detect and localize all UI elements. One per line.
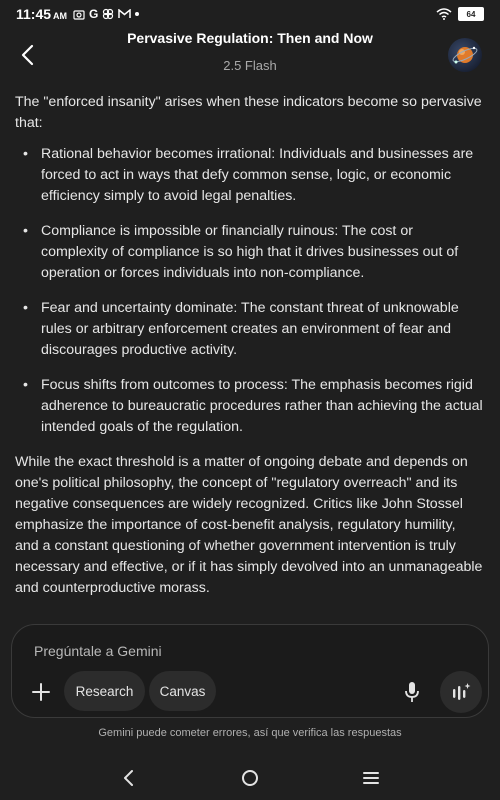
nav-home-button[interactable] <box>236 764 264 792</box>
planet-avatar-icon <box>450 40 480 70</box>
menu-lines-icon <box>363 771 379 785</box>
camera-icon <box>73 9 85 20</box>
conclusion-paragraph: While the exact threshold is a matter of ongoing debate and depends on one's political philosophy, the concept of "regulatory overreach" and its negative consequences are widely recognized. Critics like John Stossel emphasize the importance of cost-benefit analysis, regulatory humility, and a constant questioning of whether government intervention is truly necessary and effective, or if it has simply devolved into an unmanageable and counterproductive morass. <box>15 454 483 596</box>
nav-back-icon <box>122 769 134 787</box>
add-button[interactable] <box>28 679 54 705</box>
system-nav-bar <box>0 760 500 796</box>
status-right <box>436 7 484 21</box>
status-time-group <box>16 6 67 22</box>
status-left <box>16 6 139 22</box>
prompt-composer[interactable] <box>11 624 489 718</box>
intro-paragraph: The "enforced insanity" arises when these indicators become so pervasive that: <box>15 94 482 131</box>
list-item: • Fear and uncertainty dominate: The constant threat of unknowable rules or arbitrary enforcement creates an environment of fear and discourages productive activity. <box>15 298 483 361</box>
plus-icon <box>31 682 51 702</box>
gmail-icon <box>118 9 131 19</box>
canvas-button[interactable]: Canvas <box>149 671 216 711</box>
status-time: 11:45 <box>16 6 52 22</box>
response-content <box>15 92 483 609</box>
bullet-list <box>15 144 483 438</box>
app-header <box>0 28 500 88</box>
battery-icon: 64 <box>458 7 484 21</box>
list-item: • Compliance is impossible or financially ruinous: The cost or complexity of compliance is so high that it drives businesses out of operation or forces individuals into non-compliance. <box>15 221 483 284</box>
list-item: • Rational behavior becomes irrational: Individuals and businesses are forced to act in ways that defy common sense, logic, or economic efficiency simply to avoid legal penalties. <box>15 144 483 207</box>
conversation-title[interactable]: Pervasive Regulation: Then and Now <box>127 30 373 46</box>
live-button[interactable] <box>440 671 482 713</box>
model-label[interactable]: 2.5 Flash <box>223 58 277 73</box>
avatar[interactable] <box>448 38 482 72</box>
microphone-icon <box>404 681 420 703</box>
pinwheel-icon <box>102 8 114 20</box>
status-ampm: AM <box>53 11 68 21</box>
prompt-input[interactable]: Pregúntale a Gemini <box>34 643 162 659</box>
notification-icons <box>73 7 139 21</box>
microphone-button[interactable] <box>400 679 424 705</box>
nav-back-button[interactable] <box>114 764 142 792</box>
wifi-icon <box>436 8 452 20</box>
home-circle-icon <box>241 769 259 787</box>
dot-icon <box>135 12 139 16</box>
disclaimer-text: Gemini puede cometer errores, así que verifica las respuestas <box>98 727 402 739</box>
list-item: • Focus shifts from outcomes to process: The emphasis becomes rigid adherence to bureaucratic procedures rather than achieving the actual intended goals of the regulation. <box>15 375 483 438</box>
live-waveform-icon <box>451 682 471 702</box>
nav-recents-button[interactable] <box>357 764 385 792</box>
google-icon: G <box>89 7 99 21</box>
status-bar <box>0 0 500 28</box>
research-button[interactable]: Research <box>64 671 145 711</box>
